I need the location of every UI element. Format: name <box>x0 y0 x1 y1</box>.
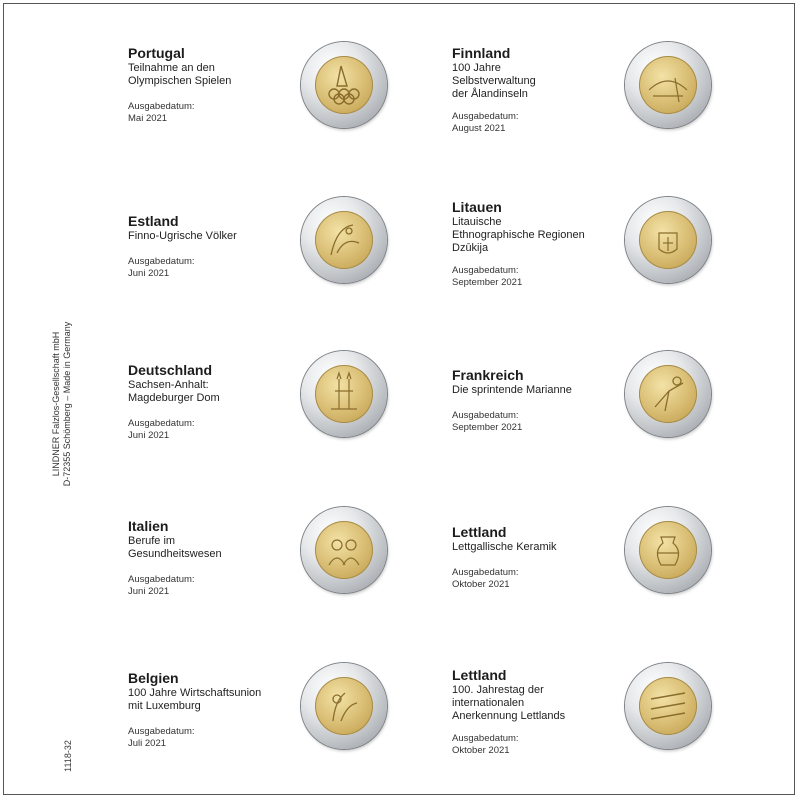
coin-description <box>128 535 298 561</box>
country-name: Portugal <box>128 45 185 61</box>
coin-description <box>452 384 622 397</box>
country-name: Lettland <box>452 667 507 683</box>
issue-info <box>452 265 622 289</box>
issue-info <box>128 418 298 442</box>
issue-info <box>452 733 622 757</box>
description-line: Dzūkija <box>452 242 489 254</box>
description-line: internationalen <box>452 697 525 709</box>
coin-description <box>452 62 622 101</box>
issue-date: Oktober 2021 <box>452 745 510 756</box>
description-line: Berufe im <box>128 535 176 547</box>
issue-label: Ausgabedatum: <box>452 111 519 122</box>
description-line: 100 Jahre <box>452 62 501 74</box>
issue-label: Ausgabedatum: <box>128 726 195 737</box>
country-name: Deutschland <box>128 362 213 378</box>
coin-entry-deutschland <box>128 363 298 442</box>
coin-aland-icon[interactable] <box>625 42 711 128</box>
coin-healthcare-icon[interactable] <box>301 507 387 593</box>
issue-date: Juni 2021 <box>128 586 170 597</box>
issue-label: Ausgabedatum: <box>452 567 519 578</box>
publisher-line-2: D-72355 Schömberg – Made in Germany <box>62 321 72 487</box>
issue-label: Ausgabedatum: <box>128 574 195 585</box>
coin-description <box>128 687 298 713</box>
issue-date: September 2021 <box>452 277 523 288</box>
coin-entry-belgien <box>128 671 298 750</box>
issue-label: Ausgabedatum: <box>128 101 195 112</box>
issue-info <box>128 101 298 125</box>
coin-entry-lettland-keramik <box>452 525 622 591</box>
coin-olympic-rings-icon[interactable] <box>301 42 387 128</box>
issue-label: Ausgabedatum: <box>452 733 519 744</box>
country-name: Finnland <box>452 45 511 61</box>
coin-description <box>128 230 298 243</box>
coin-entry-estland <box>128 214 298 280</box>
issue-label: Ausgabedatum: <box>128 256 195 267</box>
country-name: Litauen <box>452 199 502 215</box>
coin-entry-frankreich <box>452 368 622 434</box>
description-line: Selbstverwaltung <box>452 75 536 87</box>
coin-de-iure-icon[interactable] <box>625 663 711 749</box>
coin-dzukija-icon[interactable] <box>625 197 711 283</box>
page-code-text: 1118-32 <box>63 740 73 772</box>
country-name: Lettland <box>452 524 507 540</box>
issue-label: Ausgabedatum: <box>128 418 195 429</box>
issue-date: September 2021 <box>452 422 523 433</box>
issue-date: August 2021 <box>452 123 506 134</box>
description-line: Litauische <box>452 216 502 228</box>
coin-estonia-icon[interactable] <box>301 197 387 283</box>
description-line: Lettgallische Keramik <box>452 541 557 553</box>
coin-ceramics-icon[interactable] <box>625 507 711 593</box>
album-page <box>3 3 795 795</box>
coin-description <box>452 541 622 554</box>
coin-entry-portugal <box>128 46 298 125</box>
coin-description <box>128 379 298 405</box>
description-line: Die sprintende Marianne <box>452 384 572 396</box>
country-name: Frankreich <box>452 367 524 383</box>
coin-entry-lettland-anerkennung <box>452 668 622 757</box>
issue-label: Ausgabedatum: <box>452 265 519 276</box>
description-line: Olympischen Spielen <box>128 75 232 87</box>
issue-date: Mai 2021 <box>128 113 168 124</box>
issue-info <box>452 567 622 591</box>
issue-date: Oktober 2021 <box>452 579 510 590</box>
country-name: Estland <box>128 213 179 229</box>
coin-entry-italien <box>128 519 298 598</box>
issue-info <box>452 410 622 434</box>
coin-marianne-icon[interactable] <box>625 351 711 437</box>
description-line: der Ålandinseln <box>452 88 528 100</box>
description-line: 100 Jahre Wirtschaftsunion <box>128 687 262 699</box>
country-name: Belgien <box>128 670 179 686</box>
description-line: Gesundheitswesen <box>128 548 222 560</box>
issue-date: Juli 2021 <box>128 738 167 749</box>
issue-date: Juni 2021 <box>128 430 170 441</box>
description-line: mit Luxemburg <box>128 700 201 712</box>
description-line: Teilnahme an den <box>128 62 215 74</box>
issue-info <box>128 574 298 598</box>
issue-label: Ausgabedatum: <box>452 410 519 421</box>
issue-info <box>128 726 298 750</box>
description-line: Finno-Ugrische Völker <box>128 230 237 242</box>
description-line: Magdeburger Dom <box>128 392 220 404</box>
coin-description <box>128 62 298 88</box>
description-line: 100. Jahrestag der <box>452 684 544 696</box>
description-line: Ethnographische Regionen <box>452 229 585 241</box>
publisher-line-1: LINDNER Falzlos-Gesellschaft mbH <box>51 331 61 477</box>
coin-entry-litauen <box>452 200 622 289</box>
coin-union-icon[interactable] <box>301 663 387 749</box>
issue-date: Juni 2021 <box>128 268 170 279</box>
country-name: Italien <box>128 518 169 534</box>
coin-description <box>452 684 622 723</box>
description-line: Sachsen-Anhalt: <box>128 379 209 391</box>
coin-description <box>452 216 622 255</box>
coin-magdeburg-dom-icon[interactable] <box>301 351 387 437</box>
coin-entry-finnland <box>452 46 622 135</box>
issue-info <box>128 256 298 280</box>
description-line: Anerkennung Lettlands <box>452 710 566 722</box>
issue-info <box>452 111 622 135</box>
